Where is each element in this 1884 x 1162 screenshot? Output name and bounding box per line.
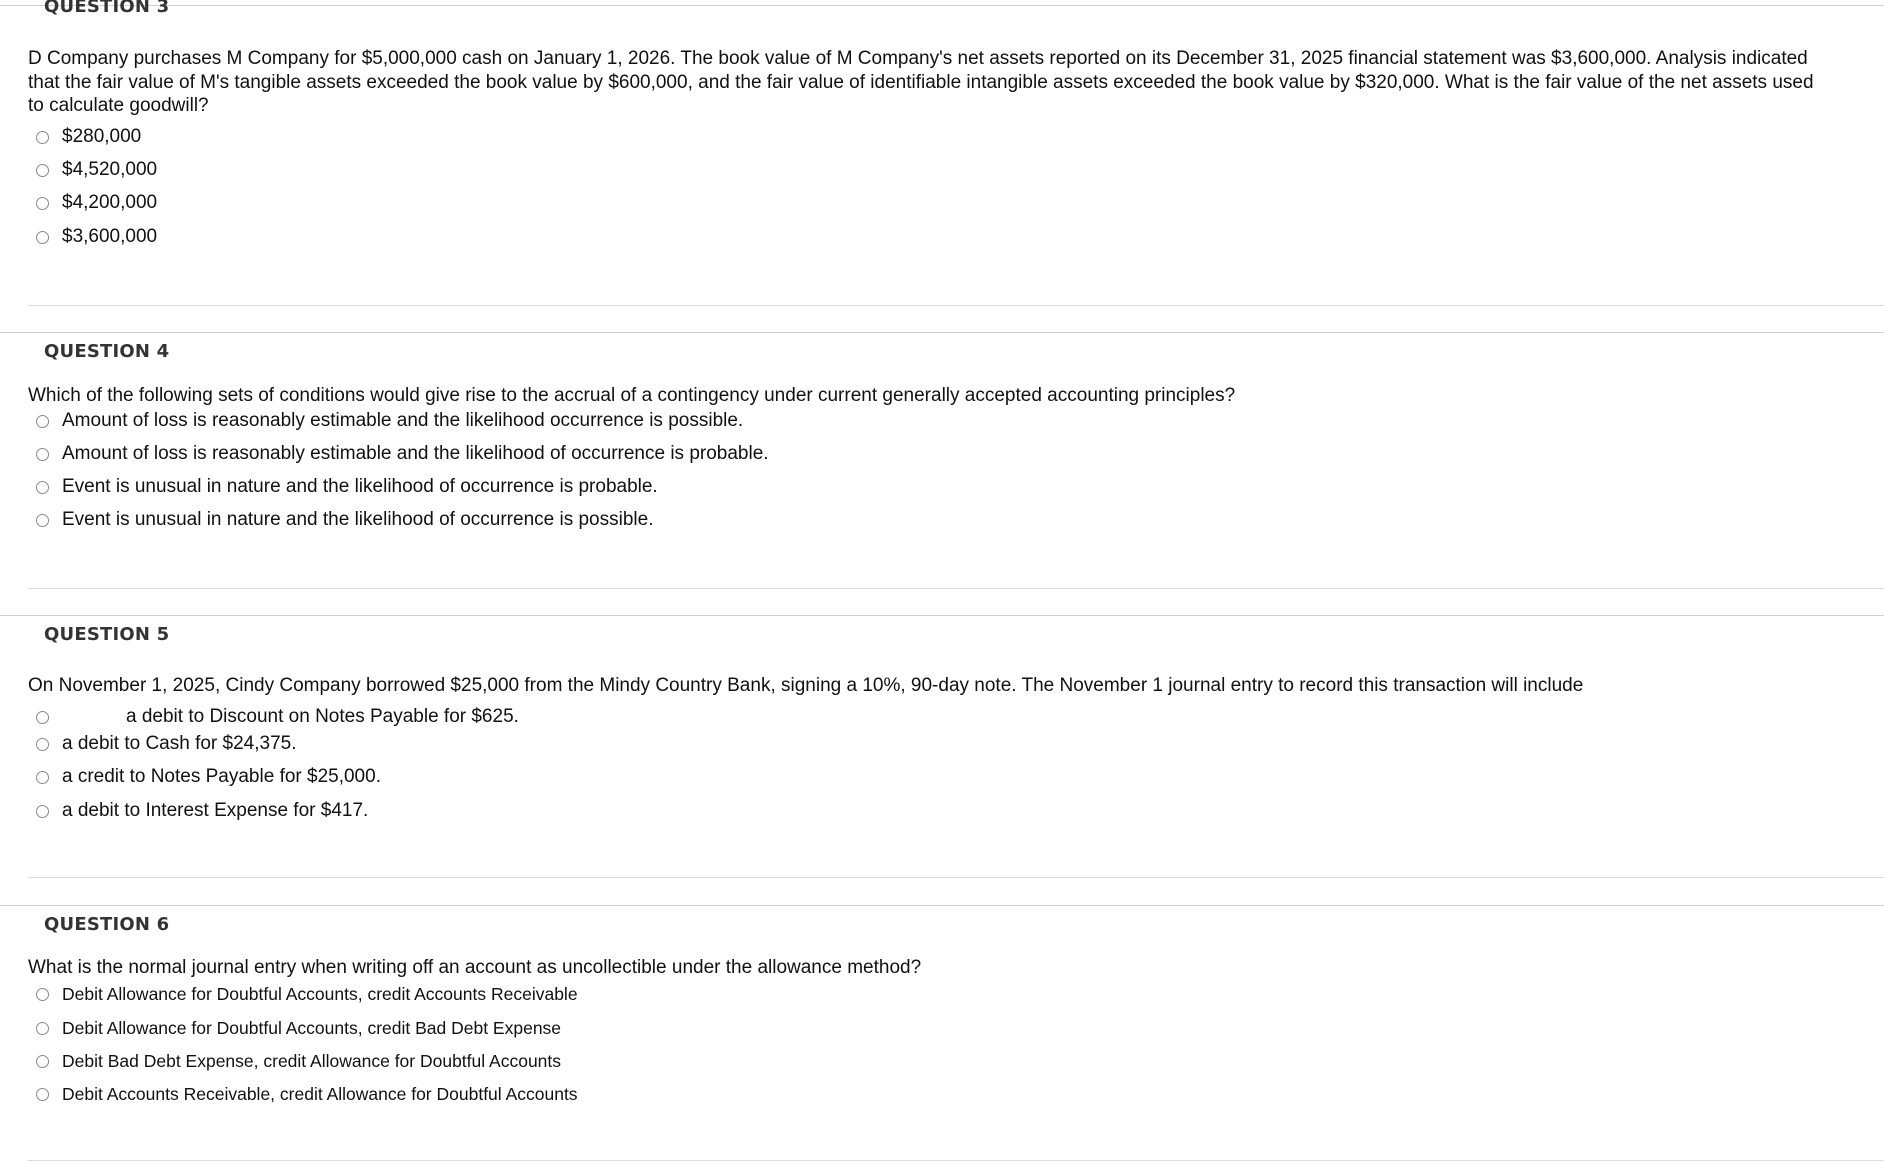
option-label: a credit to Notes Payable for $25,000. — [62, 766, 381, 787]
radio-button[interactable] — [36, 771, 49, 784]
question-6-option-2[interactable] — [36, 1016, 561, 1040]
radio-button[interactable] — [36, 514, 49, 527]
option-label: Amount of loss is reasonably estimable and the likelihood occurrence is possible. — [62, 410, 744, 431]
option-label: a debit to Cash for $24,375. — [62, 733, 297, 754]
option-label: $3,600,000 — [62, 226, 158, 247]
radio-button[interactable] — [36, 448, 49, 461]
radio-button[interactable] — [36, 164, 49, 177]
radio-button[interactable] — [36, 1088, 49, 1101]
option-label: a debit to Discount on Notes Payable for $625. — [126, 706, 519, 727]
question-3-option-2[interactable] — [36, 158, 157, 182]
question-6-text: What is the normal journal entry when writing off an account as uncollectible under the allowance method? — [28, 957, 922, 978]
question-5-bottom-divider — [28, 877, 1884, 878]
option-label: Debit Accounts Receivable, credit Allowance for Doubtful Accounts — [62, 1083, 578, 1104]
question-3-bottom-divider — [28, 305, 1884, 306]
question-5-option-1[interactable] — [36, 705, 636, 729]
radio-button[interactable] — [36, 711, 49, 724]
radio-button[interactable] — [36, 197, 49, 210]
option-label: $280,000 — [62, 126, 142, 147]
question-3-heading: QUESTION 3 — [44, 0, 170, 17]
option-label: Event is unusual in nature and the likelihood of occurrence is probable. — [62, 476, 658, 497]
question-3-option-3[interactable] — [36, 191, 157, 215]
question-5-option-2[interactable] — [36, 732, 297, 756]
question-5-top-border — [0, 615, 1884, 616]
question-6-option-1[interactable] — [36, 982, 578, 1006]
radio-button[interactable] — [36, 415, 49, 428]
question-4-option-4[interactable] — [36, 508, 653, 532]
question-4-option-1[interactable] — [36, 409, 743, 433]
question-4-top-border — [0, 332, 1884, 333]
question-6-heading: QUESTION 6 — [44, 914, 170, 935]
option-label: Debit Bad Debt Expense, credit Allowance for Doubtful Accounts — [62, 1050, 562, 1071]
question-6-option-3[interactable] — [36, 1049, 561, 1073]
question-3-top-border — [0, 5, 1884, 6]
question-5-option-4[interactable] — [36, 799, 368, 823]
option-label: Event is unusual in nature and the likelihood of occurrence is possible. — [62, 509, 654, 530]
option-label: $4,520,000 — [62, 159, 158, 180]
question-5-heading: QUESTION 5 — [44, 624, 170, 645]
question-3-text: D Company purchases M Company for $5,000,000 cash on January 1, 2026. The book value of M Company's net assets reported on its December 31, 2025 financial statement was $3,600,000. Analysis indicated that the fair value of M's tangible assets exceeded the book value by $600,000, and the fair value of identifiable intangible assets exceeded the book value by $320,000. What is the fair value of the net assets used to calculate goodwill? — [28, 48, 1814, 116]
option-label: Amount of loss is reasonably estimable and the likelihood of occurrence is probable. — [62, 443, 769, 464]
radio-button[interactable] — [36, 481, 49, 494]
question-6-option-4[interactable] — [36, 1082, 578, 1106]
question-6-top-border — [0, 905, 1884, 906]
radio-button[interactable] — [36, 231, 49, 244]
question-4-heading: QUESTION 4 — [44, 341, 170, 362]
question-6-bottom-divider — [28, 1160, 1884, 1161]
question-4-text: Which of the following sets of conditions would give rise to the accrual of a contingency under current generally accepted accounting principles? — [28, 385, 1236, 406]
option-label: Debit Allowance for Doubtful Accounts, credit Bad Debt Expense — [62, 1017, 562, 1038]
question-4-option-3[interactable] — [36, 475, 658, 499]
question-5-text: On November 1, 2025, Cindy Company borrowed $25,000 from the Mindy Country Bank, signing a 10%, 90-day note. The November 1 journal entry to record this transaction will include — [28, 675, 1584, 696]
radio-button[interactable] — [36, 131, 49, 144]
radio-button[interactable] — [36, 988, 49, 1001]
radio-button[interactable] — [36, 1055, 49, 1068]
question-5-option-3[interactable] — [36, 765, 381, 789]
question-3-option-1[interactable] — [36, 125, 141, 149]
radio-button[interactable] — [36, 738, 49, 751]
question-4-option-2[interactable] — [36, 442, 769, 466]
option-label: a debit to Interest Expense for $417. — [62, 800, 369, 821]
question-3-option-4[interactable] — [36, 225, 157, 249]
question-4-bottom-divider — [28, 588, 1884, 589]
option-label: $4,200,000 — [62, 192, 158, 213]
radio-button[interactable] — [36, 1022, 49, 1035]
option-label: Debit Allowance for Doubtful Accounts, credit Accounts Receivable — [62, 983, 578, 1004]
radio-button[interactable] — [36, 805, 49, 818]
